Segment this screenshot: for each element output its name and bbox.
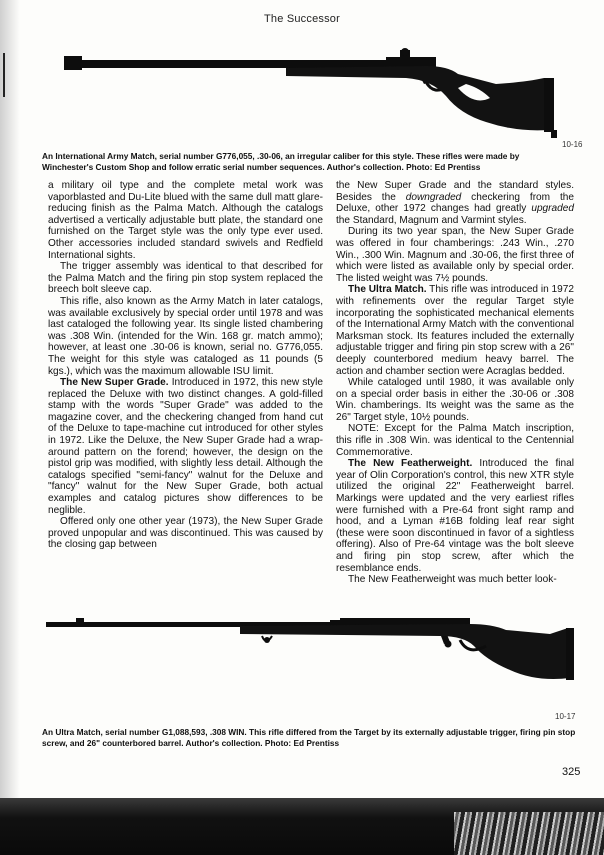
paragraph: The Ultra Match. This rifle was introduced in 1972 with refinements over the regular Target style incorporating the sophisticated mechanical elements of the International Army Match with the conventional Marksman stock. Its features included the externally adjustable trigger and firing pin stop screw with a 26" deeply counterbored medium heavy barrel. The action and chamber section were Acraglas bedded. (336, 284, 574, 377)
paragraph: the New Super Grade and the standard styles. Besides the downgraded checkering from the Deluxe, other 1972 changes had greatly upgraded the Standard, Magnum and Varmint styles. (336, 180, 574, 226)
page-number: 325 (562, 766, 581, 778)
figure-number-top: 10-16 (562, 140, 583, 149)
paragraph: The New Featherweight. Introduced the final year of Olin Corporation's control, this new XTR style utilized the original 22" Featherweight barrel. Markings were updated and the very earliest rifles were furnished with a Pre-64 front sight ramp and hood, and a Lyman #16B folding leaf rear sight (these were soon discontinued in favor of a sightless offering). Also of Pre-64 vintage was the bolt sleeve and firing pin stop screw, after which the resemblance ends. (336, 458, 574, 574)
paragraph: During its two year span, the New Super Grade was offered in four chamberings: .243 Win., .270 Win., .300 Win. Magnum and .30-06, the first three of which were listed as available only by special order. The listed weight was 7½ pounds. (336, 226, 574, 284)
paragraph: a military oil type and the complete metal work was vaporblasted and Du-Lite blued with the same dull matt glare-reducing finish as the Palma Match. Although the catalogs advertised a vertically adjustable butt plate, the standard one furnished on the Target style was the only type ever used. Other accessories included standard swivels and Redfield International sights. (48, 180, 323, 261)
scan-edge-shadow (0, 0, 20, 855)
text-column-right (336, 180, 574, 586)
scan-artifact (454, 812, 604, 855)
paragraph: While cataloged until 1980, it was available only on a special order basis in either the .30-06 or .308 Win. chamberings. Its weight was the same as the 26" Target style, 10½ pounds. (336, 377, 574, 423)
figure-caption-top: An International Army Match, serial number G776,055, .30-06, an irregular caliber for this style. These rifles were made by Winchester's Custom Shop and follow erratic serial number sequences. Author's collection. Photo: Ed Prentiss (42, 151, 520, 172)
paragraph: The New Featherweight was much better look- (348, 574, 557, 586)
paragraph: The New Super Grade. Introduced in 1972, this new style replaced the Deluxe with two distinct changes. A gold-filled stamp with the words "Super Grade" was added to the magazine cover, and the checkering changed from hand cut of the Deluxe to tape-machine cut introduced for other styles in 1972. Like the Deluxe, the New Super Grade had a wrap-around pattern on the forend; however, the design on the pistol grip was modified, with slightly less detail. Although the catalogs specified "semi-fancy" walnut for the Deluxe and "fancy" walnut for the New Super Grade, both actual examples and catalog pictures show differences to be neglible. (48, 377, 323, 516)
section-heading-new-super-grade: The New Super Grade. (60, 377, 169, 389)
paragraph: Offered only one other year (1973), the New Super Grade proved unpopular and was discontinued. This was caused by the closing gap between (48, 516, 323, 551)
running-title: The Successor (264, 13, 340, 25)
section-heading-ultra-match: The Ultra Match. (348, 284, 427, 296)
paragraph: The trigger assembly was identical to that described for the Palma Match and the firing pin stop system replaced the breech bolt sleeve cap. (48, 261, 323, 296)
paragraph: NOTE: Except for the Palma Match inscription, this rifle in .308 Win. was identical to the Centennial Commemorative. (336, 423, 574, 458)
paragraph: This rifle, also known as the Army Match in later catalogs, was available exclusively by special order until 1978 and was last cataloged the following year. Its single listed chambering was .308 Win. (intended for the Win. 168 gr. match ammo); however, at least one .30-06 is known, serial no. G776,055. The weight for this style was cataloged as 11 pounds (5 kgs.), which was the maximum allowable ISU limit. (48, 295, 323, 377)
text-column-left (48, 180, 323, 551)
rifle-photo-ultra-match (40, 600, 580, 700)
rifle-photo-international-army-match (56, 44, 576, 144)
figure-caption-bottom: An Ultra Match, serial number G1,088,593, .308 WIN. This rifle differed from the Target by its externally adjustable trigger, firing pin stop screw, and 26" counterbored barrel. Author's collection. Photo: Ed Prentiss (42, 727, 576, 748)
scan-artifact (3, 53, 5, 97)
section-heading-new-featherweight: The New Featherweight. (348, 458, 473, 470)
figure-number-bottom: 10-17 (555, 712, 576, 721)
